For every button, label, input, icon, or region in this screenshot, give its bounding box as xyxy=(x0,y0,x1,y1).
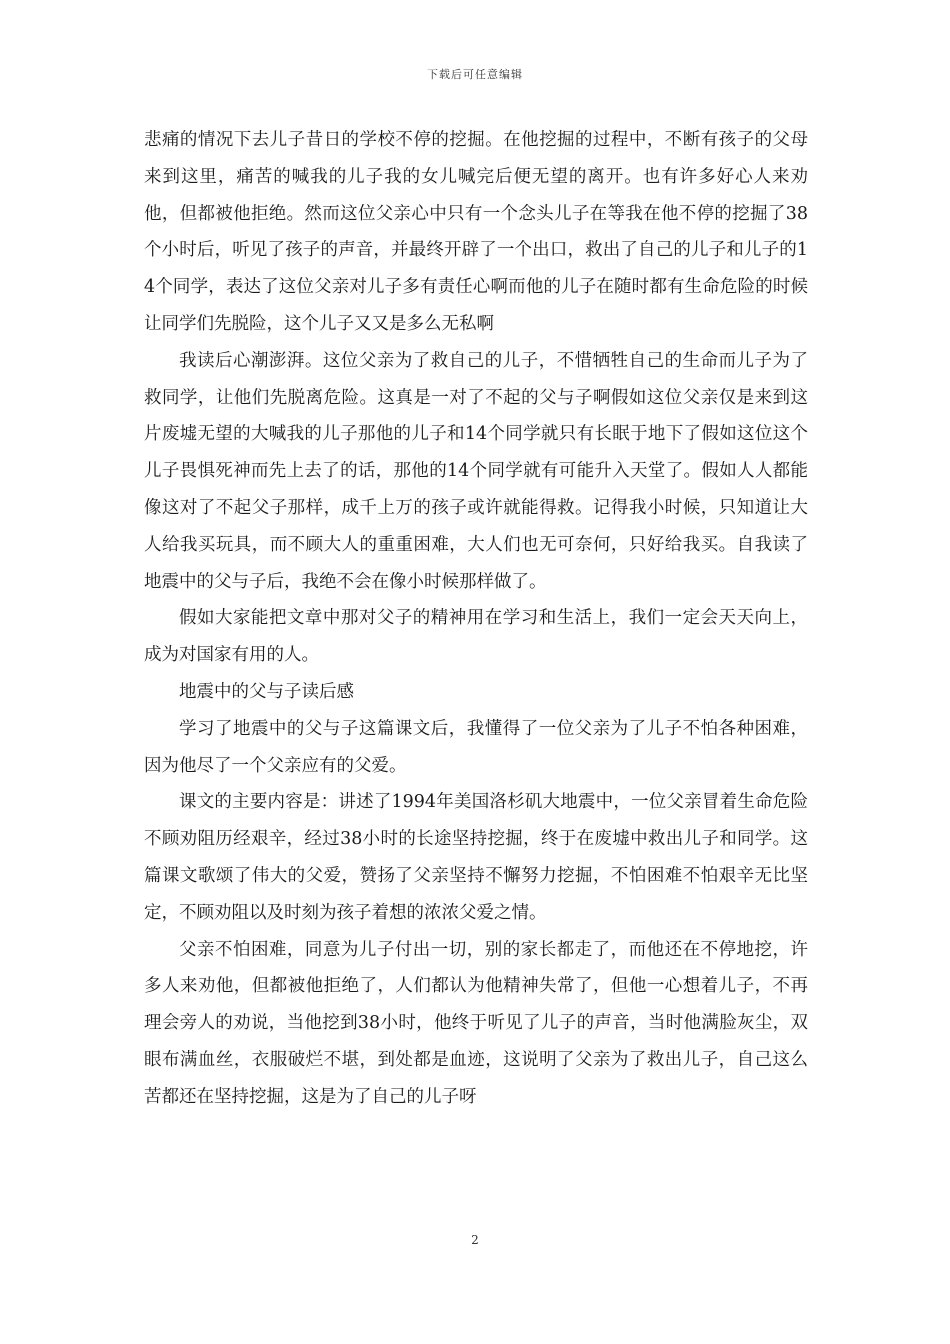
paragraph: 课文的主要内容是：讲述了1994年美国洛杉矶大地震中，一位父亲冒着生命危险不顾劝阻历经艰辛，经过38小时的长途坚持挖掘，终于在废墟中救出儿子和同学。这篇课文歌颂了伟大的父爱，赞扬了父亲坚持不懈努力挖掘，不怕困难不怕艰辛无比坚定，不顾劝阻以及时刻为孩子着想的浓浓父爱之情。 xyxy=(144,792,808,923)
paragraph: 学习了地震中的父与子这篇课文后，我懂得了一位父亲为了儿子不怕各种困难，因为他尽了一个父亲应有的父爱。 xyxy=(144,718,808,776)
section-title: 地震中的父与子读后感 xyxy=(179,681,354,702)
paragraph: 父亲不怕困难，同意为儿子付出一切，别的家长都走了，而他还在不停地挖，许多人来劝他，但都被他拒绝了，人们都认为他精神失常了，但他一心想着儿子，不再理会旁人的劝说，当他挖到38小时，他终于听见了儿子的声音，当时他满脸灰尘，双眼布满血丝，衣服破烂不堪，到处都是血迹，这说明了父亲为了救出儿子，自己这么苦都还在坚持挖掘，这是为了自己的儿子呀 xyxy=(144,939,808,1107)
page-number: 2 xyxy=(471,1233,479,1247)
paragraph: 悲痛的情况下去儿子昔日的学校不停的挖掘。在他挖掘的过程中，不断有孩子的父母来到这里，痛苦的喊我的儿子我的女儿喊完后便无望的离开。也有许多好心人来劝他，但都被他拒绝。然而这位父亲心中只有一个念头儿子在等我在他不停的挖掘了38个小时后，听见了孩子的声音，并最终开辟了一个出口，救出了自己的儿子和儿子的14个同学，表达了这位父亲对儿子多有责任心啊而他的儿子在随时都有生命危险的时候让同学们先脱险，这个儿子又又是多么无私啊 xyxy=(144,130,808,334)
paragraph: 假如大家能把文章中那对父子的精神用在学习和生活上，我们一定会天天向上，成为对国家有用的人。 xyxy=(144,608,808,666)
document-body xyxy=(144,122,808,1116)
page-header: 下载后可任意编辑 xyxy=(427,68,523,81)
paragraph: 我读后心潮澎湃。这位父亲为了救自己的儿子，不惜牺牲自己的生命而儿子为了救同学，让他们先脱离危险。这真是一对了不起的父与子啊假如这位父亲仅是来到这片废墟无望的大喊我的儿子那他的儿子和14个同学就只有长眠于地下了假如这位这个儿子畏惧死神而先上去了的话，那他的14个同学就有可能升入天堂了。假如人人都能像这对了不起父子那样，成千上万的孩子或许就能得救。记得我小时候，只知道让大人给我买玩具，而不顾大人的重重困难，大人们也无可奈何，只好给我买。自我读了地震中的父与子后，我绝不会在像小时候那样做了。 xyxy=(144,350,808,592)
